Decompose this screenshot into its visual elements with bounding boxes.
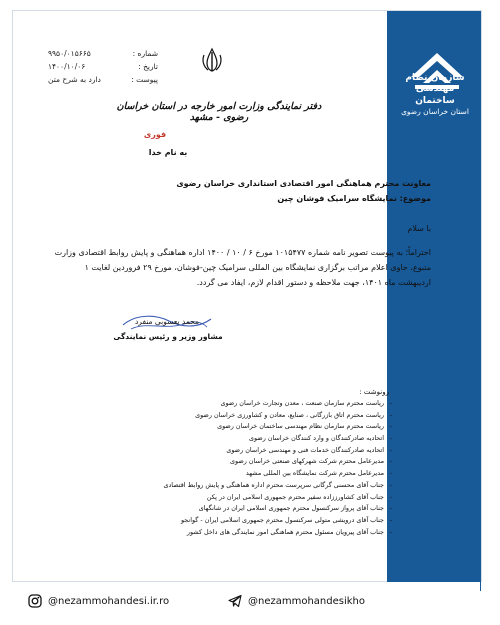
invocation: به نام خدا [148,148,188,157]
meta-date [48,62,158,75]
list-item: -جناب آقای کشاورززاده سفیر محترم جمهوری اسلامی ایران در پکن [206,492,393,501]
cc-heading: رونوشت : [359,388,389,396]
list-item: -اتحادیه صادرکنندگان خدمات فنی و مهندسی خراسان رضوی [226,445,393,454]
letter-meta [48,49,158,88]
list-item: -جناب آقای محسنی گرگانی سرپرست محترم اداره هماهنگی و پایش روابط اقتصادی [163,480,393,489]
list-item: -جناب آقای پرواز سرکنسول محترم جمهوری اسلامی ایران در شانگهای [198,504,393,513]
number-label: شماره : [132,49,158,58]
instagram-handle[interactable]: @nezammohandesi.ir.ro [48,595,170,607]
telegram-handle[interactable]: @nezammohandesikho [248,595,366,607]
attachment-label: پیوست : [131,75,158,84]
list-item: -جناب آقای درویشی متولی سرکنسول محترم جمهوری اسلامی ایران - گوانجو [181,515,393,524]
meta-number [48,49,158,62]
brand-text [397,73,473,116]
number-value: ۹۹۵۰/۰۱۵۶۶۵ [48,49,91,58]
attachment-value: دارد به شرح متن [48,75,101,84]
list-item: -ریاست محترم اتاق بازرگانی ، صنایع، معادن و کشاورزی خراسان رضوی [195,410,393,419]
instagram-link[interactable] [28,594,169,608]
greeting-line: با سلام [407,224,431,233]
recipient-line: معاونت محترم هماهنگی امور اقتصادی استانداری خراسان رضوی [176,179,431,188]
letter-page [12,10,482,582]
subject-line: موضوع: نمایشگاه سرامیک فوشان چین [277,194,431,203]
telegram-icon [228,594,242,608]
list-item: -ریاست محترم سازمان نظام مهندسی ساختمان خراسان رضوی [217,422,393,431]
list-item: -اتحادیه صادرکنندگان و وارد کنندگان خراسان رضوی [249,434,393,443]
ministry-heading: دفتر نمایندگی وزارت امور خارجه در استان خراسان رضوی - مشهد [116,101,322,123]
signer-title: مشاور وزیر و رئیس نمایندگی [113,332,223,341]
urgent-stamp: فوری [143,130,167,139]
meta-attachment [48,75,158,88]
date-label: تاریخ : [138,62,158,71]
brand-band [387,11,481,591]
telegram-link[interactable] [228,594,365,608]
social-footer [12,582,480,622]
cc-list [108,398,398,538]
list-item: -مدیرعامل محترم شرکت شهرکهای صنعتی خراسان رضوی [230,457,393,466]
list-item: -جناب آقای پیرویان مسئول محترم هماهنگی امور نمایندگی های داخل کشور [186,527,393,536]
list-item: -مدیرعامل محترم شرکت نمایشگاه بین المللی مشهد [245,469,393,478]
iran-emblem-icon [199,47,225,73]
org-name: سازمان نظام مهندسی ساختمان [405,73,465,106]
instagram-icon [28,594,42,608]
letter-paragraph: احتراماً؛ به پیوست تصویر نامه شماره ۱۰۱۵۴۷۷ مورخ ۶ / ۱۰ / ۱۴۰۰ اداره هماهنگی و پایش روابط اقتصادی وزارت متبوع، حاوی اعلام مراتب برگزاری نمایشگاه بین المللی سرامیک چین-فوشان، مورخ ۲۹ فروردین لغایت ۱ اردیبهشت ماه ۱۴۰۱، جهت ملاحظه و دستور اقدام لازم، ایفاد می گردد. [54,248,431,287]
org-province: استان خراسان رضوی [401,106,469,116]
list-item: -ریاست محترم سازمان صنعت ، معدن وتجارت خراسان رضوی [220,399,393,407]
date-value: ۱۴۰۰/۱۰/۰۶ [48,62,86,71]
signer-name: محمد یعسوبی منفرد [134,317,200,326]
